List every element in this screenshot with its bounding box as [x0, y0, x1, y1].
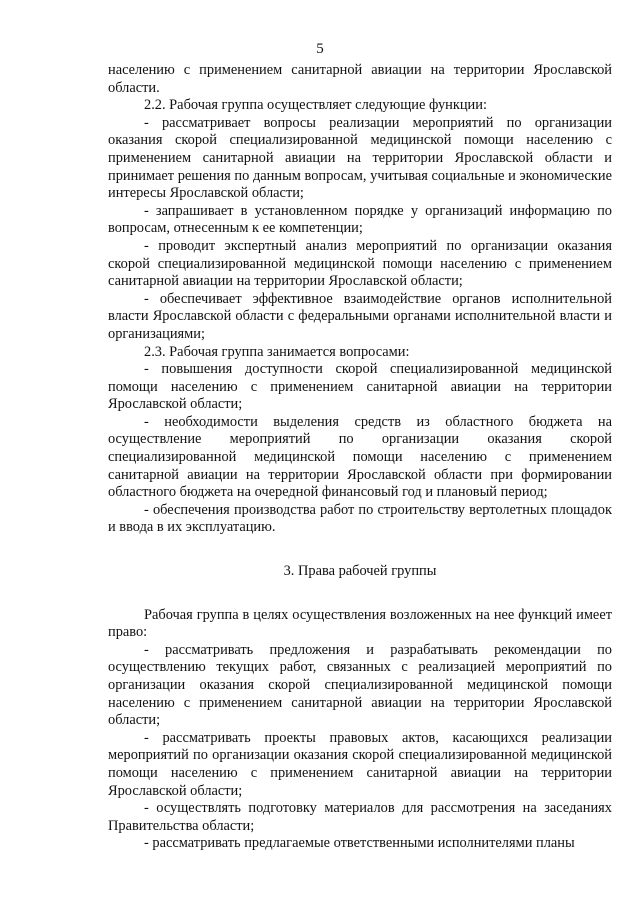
paragraph: - обеспечения производства работ по строительству вертолетных площадок и ввода в их эксплуатацию. — [108, 501, 612, 536]
paragraph: 2.2. Рабочая группа осуществляет следующие функции: — [144, 97, 487, 114]
paragraph: - рассматривать предложения и разрабатывать рекомендации по осуществлению текущих работ, связанных с реализацией мероприятий по организации оказания скорой специализированной медицинской помощи населению с применением санитарной авиации на территории Ярославской области; — [108, 641, 612, 729]
paragraph: - рассматривать проекты правовых актов, касающихся реализации мероприятий по организации оказания скорой специализированной медицинской помощи населению с применением санитарной авиации на территории Ярославской области; — [108, 729, 612, 799]
paragraph: - проводит экспертный анализ мероприятий по организации оказания скорой специализированной медицинской помощи населению с применением санитарной авиации на территории Ярославской области; — [108, 237, 612, 290]
paragraph: Рабочая группа в целях осуществления возложенных на нее функций имеет право: — [108, 606, 612, 641]
paragraph: - рассматривает вопросы реализации мероприятий по организации оказания скорой специализированной медицинской помощи населению с применением санитарной авиации на территории Ярославской области и принимает решения по данным вопросам, учитывая социальные и экономические интересы Ярославской области; — [108, 114, 612, 202]
paragraph: - запрашивает в установленном порядке у организаций информацию по вопросам, отнесенным к ее компетенции; — [108, 202, 612, 237]
document-body — [108, 62, 612, 853]
paragraph: - повышения доступности скорой специализированной медицинской помощи населению с применением санитарной авиации на территории Ярославской области; — [108, 361, 612, 413]
page-number: 5 — [316, 41, 324, 57]
section-heading: 3. Права рабочей группы — [283, 563, 437, 580]
paragraph: населению с применением санитарной авиации на территории Ярославской области. — [108, 62, 612, 96]
paragraph: - необходимости выделения средств из областного бюджета на осуществление мероприятий по организации оказания скорой специализированной медицинской помощи населению с применением санитарной авиации на территории Ярославской области при формировании областного бюджета на очередной финансовый год и плановый период; — [108, 413, 612, 501]
paragraph: - осуществлять подготовку материалов для рассмотрения на заседаниях Правительства области; — [108, 800, 612, 834]
paragraph: - рассматривать предлагаемые ответственными исполнителями планы — [144, 835, 575, 852]
section-3-content — [108, 607, 612, 853]
paragraph: 2.3. Рабочая группа занимается вопросами: — [144, 343, 410, 360]
section-2-continued — [108, 62, 612, 537]
paragraph: - обеспечивает эффективное взаимодействие органов исполнительной власти Ярославской области с федеральными органами исполнительной власти и организациями; — [108, 290, 612, 342]
